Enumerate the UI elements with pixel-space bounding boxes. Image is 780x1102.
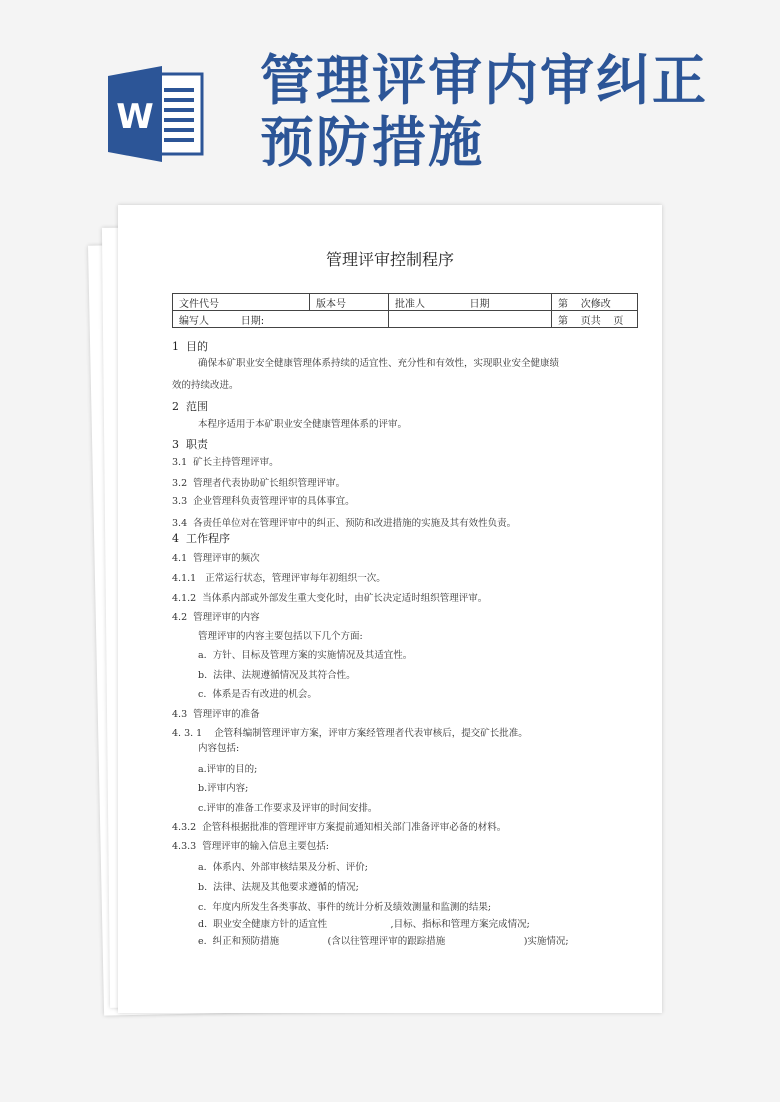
body-line: b.评审内容; (198, 783, 249, 794)
table-cell: 文件代号 (173, 294, 310, 311)
body-line: a. 方针、目标及管理方案的实施情况及其适宜性。 (198, 650, 413, 661)
body-line: 4.2 管理评审的内容 (172, 612, 260, 623)
table-row (173, 311, 638, 328)
body-line: 3.4 各责任单位对在管理评审中的纠正、预防和改进措施的实施及其有效性负责。 (172, 518, 517, 529)
body-line: 4. 3. 1 企管科编制管理评审方案，评审方案经管理者代表审核后，提交矿长批准。 (172, 728, 528, 739)
table-cell: 批准人 日期 (389, 294, 552, 311)
body-line: 4.3.2 企管科根据批准的管理评审方案提前通知相关部门准备评审必备的材料。 (172, 822, 507, 833)
body-line: 确保本矿职业安全健康管理体系持续的适宜性、充分性和有效性，实现职业安全健康绩 (198, 358, 560, 369)
banner-title (260, 50, 708, 174)
table-cell: 第 页共 页 (552, 311, 638, 328)
body-line: 3.1 矿长主持管理评审。 (172, 457, 279, 468)
body-line: 效的持续改进。 (172, 380, 239, 391)
body-line: 3.2 管理者代表协助矿长组织管理评审。 (172, 478, 346, 489)
title-line-1: 管理评审内审纠正 (260, 49, 708, 112)
document-title: 管理评审控制程序 (325, 250, 454, 269)
body-line: c. 体系是否有改进的机会。 (198, 689, 317, 700)
table-row (173, 294, 638, 311)
body-line: b. 法律、法规遵循情况及其符合性。 (198, 670, 356, 681)
body-line: e. 纠正和预防措施 (含以往管理评审的跟踪措施 )实施情况; (198, 936, 569, 947)
body-line: c. 年度内所发生各类事故、事件的统计分析及绩效测量和监测的结果; (198, 902, 492, 913)
body-line: 4.1 管理评审的频次 (172, 553, 260, 564)
body-line: 管理评审的内容主要包括以下几个方面: (198, 631, 363, 642)
body-line: d. 职业安全健康方针的适宜性 ,目标、指标和管理方案完成情况; (198, 919, 530, 930)
body-line: b. 法律、法规及其他要求遵循的情况; (198, 882, 359, 893)
body-line: a. 体系内、外部审核结果及分析、评价; (198, 862, 368, 873)
body-line: 本程序适用于本矿职业安全健康管理体系的评审。 (198, 419, 408, 430)
section-heading: 4 工作程序 (172, 532, 230, 545)
document-page (118, 205, 662, 1013)
body-line: a.评审的目的; (198, 764, 258, 775)
body-line: 3.3 企业管理科负责管理评审的具体事宜。 (172, 496, 355, 507)
table-cell: 第 次修改 (552, 294, 638, 311)
body-line: 4.3.3 管理评审的输入信息主要包括: (172, 841, 329, 852)
title-line-2: 预防措施 (260, 111, 484, 174)
body-line: 4.1.1 正常运行状态，管理评审每年初组织一次。 (172, 573, 386, 584)
section-heading: 2 范围 (172, 400, 208, 413)
section-heading: 3 职责 (172, 438, 208, 451)
body-line: 内容包括: (198, 743, 240, 754)
body-line: 4.3 管理评审的准备 (172, 709, 260, 720)
table-cell: 编写人 日期: (173, 311, 389, 328)
word-icon (108, 66, 206, 162)
svg-text:W: W (116, 97, 154, 137)
document-header-table (172, 293, 638, 328)
body-line: c.评审的准备工作要求及评审的时间安排。 (198, 803, 378, 814)
section-heading: 1 目的 (172, 340, 208, 353)
body-line: 4.1.2 当体系内部或外部发生重大变化时，由矿长决定适时组织管理评审。 (172, 593, 488, 604)
table-cell (389, 311, 552, 328)
table-cell: 版本号 (310, 294, 389, 311)
